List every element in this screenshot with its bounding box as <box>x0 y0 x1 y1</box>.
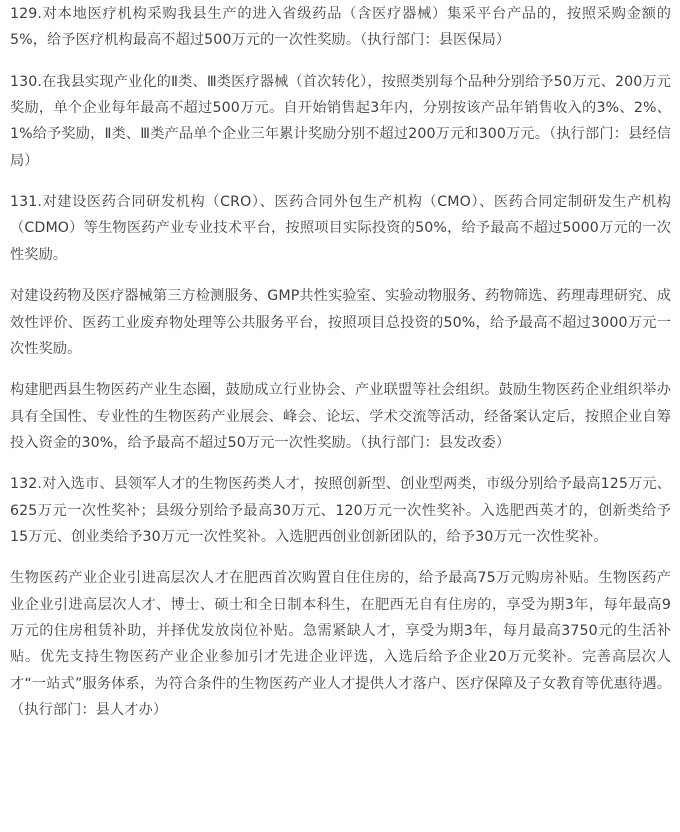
paragraph-industry-ecosystem: 构建肥西县生物医药产业生态圈，鼓励成立行业协会、产业联盟等社会组织。鼓励生物医药企业组织举办具有全国性、专业性的生物医药产业展会、峰会、论坛、学术交流等活动，经备案认定后，按照企业自筹投入资金的30%，给予最高不超过50万元一次性奖励。（执行部门：县发改委） <box>10 382 671 451</box>
paragraph-talent-housing: 生物医药产业企业引进高层次人才在肥西首次购置自住住房的，给予最高75万元购房补贴。生物医药产业企业引进高层次人才、博士、硕士和全日制本科生，在肥西无自有住房的，享受为期3年，每年最高9万元的住房租赁补助，并择优发放岗位补贴。急需紧缺人才，享受为期3年，每月最高3750元的生活补贴。优先支持生物医药产业企业参加引才先进企业评选，入选后给予企业20万元奖补。完善高层次人才“一站式”服务体系，为符合条件的生物医药产业人才提供人才落户、医疗保障及子女教育等优惠待遇。（执行部门：县人才办） <box>10 570 671 718</box>
paragraph-132: 132.对入选市、县领军人才的生物医药类人才，按照创新型、创业型两类，市级分别给予最高125万元、625万元一次性奖补；县级分别给予最高30万元、120万元一次性奖补。入选肥西英才的，创新类给予15万元、创业类给予30万元一次性奖补。入选肥西创业创新团队的，给予30万元一次性奖补。 <box>10 476 671 545</box>
paragraph-129: 129.对本地医疗机构采购我县生产的进入省级药品（含医疗器械）集采平台产品的，按照采购金额的5%，给予医疗机构最高不超过500万元的一次性奖励。（执行部门：县医保局） <box>10 6 671 49</box>
policy-document <box>0 1 680 832</box>
paragraph-public-service-platform: 对建设药物及医疗器械第三方检测服务、GMP共性实验室、实验动物服务、药物筛选、药理毒理研究、成效性评价、医药工业废弃物处理等公共服务平台，按照项目总投资的50%，给予最高不超过3000万元一次性奖励。 <box>10 288 671 357</box>
paragraph-130: 130.在我县实现产业化的Ⅱ类、Ⅲ类医疗器械（首次转化），按照类别每个品种分别给予50万元、200万元奖励，单个企业每年最高不超过500万元。自开始销售起3年内，分别按该产品年销售收入的3%、2%、1%给予奖励，Ⅱ类、Ⅲ类产品单个企业三年累计奖励分别不超过200万元和300万元。（执行部门：县经信局） <box>10 73 671 169</box>
paragraph-131: 131.对建设医药合同研发机构（CRO）、医药合同外包生产机构（CMO）、医药合同定制研发生产机构（CDMO）等生物医药产业专业技术平台，按照项目实际投资的50%，给予最高不超过5000万元的一次性奖励。 <box>10 194 671 263</box>
